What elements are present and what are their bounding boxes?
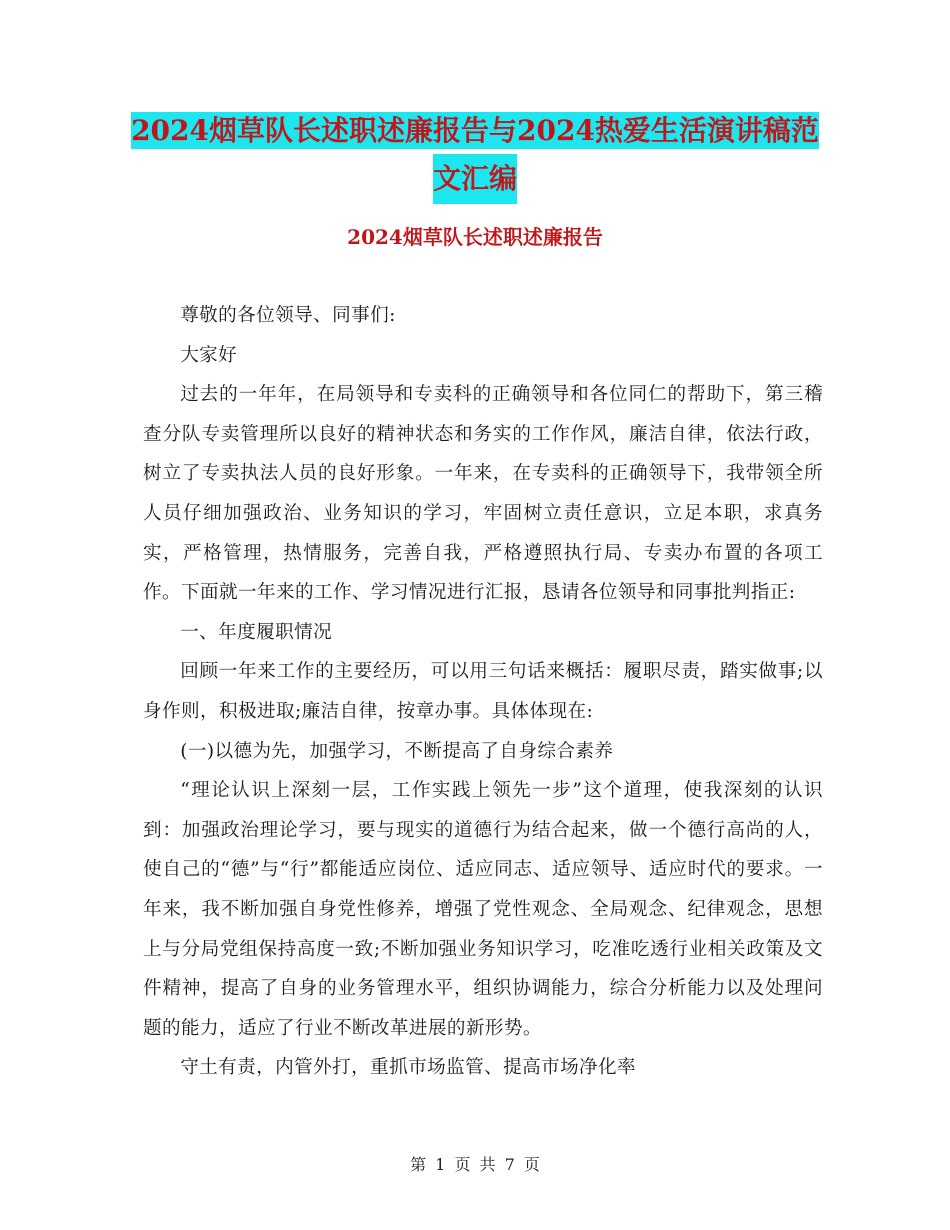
document-title xyxy=(0,108,950,204)
section-title: 2024烟草队长述职述廉报告 xyxy=(347,225,603,249)
page-footer: 第 1 页 共 7 页 xyxy=(410,1155,540,1174)
paragraph-theory: “理论认识上深刻一层，工作实践上领先一步”这个道理，使我深刻的认识到：加强政治理论学习，要与现实的道德行为结合起来，做一个德行高尚的人，使自己的“德”与“行”都能适应岗位、适应同志、适应领导、适应时代的要求。一年来，我不断加强自身党性修养，增强了党性观念、全局观念、纪律观念，思想上与分局党组保持高度一致;不断加强业务知识学习，吃准吃透行业相关政策及文件精神，提高了自身的业务管理水平，组织协调能力，综合分析能力以及处理问题的能力，适应了行业不断改革进展的新形势。 xyxy=(143,780,823,1039)
title-line-1: 2024烟草队长述职述廉报告与2024热爱生活演讲稿范 xyxy=(131,114,819,147)
paragraph-subheading-1: (一)以德为先，加强学习，不断提高了自身综合素养 xyxy=(180,740,614,762)
paragraph-market: 守土有责，内管外打，重抓市场监管、提高市场净化率 xyxy=(180,1057,637,1079)
paragraph-review: 回顾一年来工作的主要经历，可以用三句话来概括：履职尽责，踏实做事;以身作则，积极进取;廉洁自律，按章办事。具体体现在: xyxy=(143,661,823,722)
paragraph-greeting: 尊敬的各位领导、同事们: xyxy=(180,305,396,326)
paragraph-heading-1: 一、年度履职情况 xyxy=(180,621,333,643)
title-line-2: 文汇编 xyxy=(433,154,517,204)
paragraph-hello: 大家好 xyxy=(180,344,238,366)
paragraph-intro: 过去的一年年，在局领导和专卖科的正确领导和各位同仁的帮助下，第三稽查分队专卖管理所以良好的精神状态和务实的工作作风，廉洁自律，依法行政，树立了专卖执法人员的良好形象。一年来，在专卖科的正确领导下，我带领全所人员仔细加强政治、业务知识的学习，牢固树立责任意识，立足本职，求真务实，严格管理，热情服务，完善自我，严格遵照执行局、专卖办布置的各项工作。下面就一年来的工作、学习情况进行汇报，恳请各位领导和同事批判指正: xyxy=(143,384,823,604)
document-body xyxy=(143,296,823,1088)
